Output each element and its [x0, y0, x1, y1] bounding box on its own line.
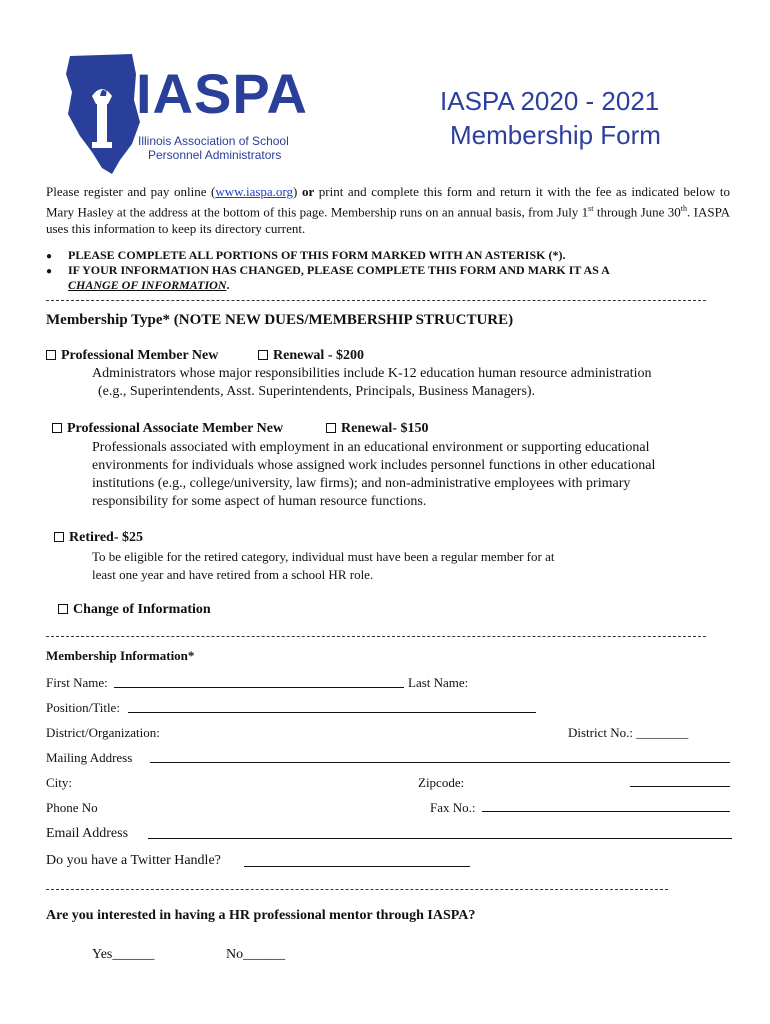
intro-text-c: print and complete this form and return it with the fee as indicated below to Mary Hasley at the address at the bottom of this page. Membership runs on an annual basis, from July 1: [46, 184, 730, 220]
option-label: Renewal- $150: [341, 421, 429, 436]
twitter-handle-field[interactable]: [244, 866, 470, 867]
retired-description-2: least one year and have retired from a school HR role.: [92, 567, 374, 582]
district-organization-label: District/Organization:: [46, 725, 160, 740]
bullet-2-period: .: [226, 278, 230, 292]
professional-member-description-1: Administrators whose major responsibilities include K-12 education human resource administration: [92, 366, 652, 381]
checkbox[interactable]: [52, 423, 62, 433]
first-name-label: First Name:: [46, 675, 108, 690]
intro-text-a: Please register and pay online (: [46, 184, 216, 199]
intro-text-e: . IASPA uses this information to keep its directory current.: [46, 204, 730, 237]
section-divider: [46, 889, 668, 890]
bullet-2-continuation: [68, 278, 229, 293]
fax-number-field[interactable]: [482, 811, 730, 812]
iaspa-website-link[interactable]: www.iaspa.org: [215, 184, 294, 199]
change-of-information-emphasis: CHANGE OF INFORMATION: [68, 278, 227, 292]
position-title-label: Position/Title:: [46, 700, 120, 715]
checkbox[interactable]: [58, 604, 68, 614]
membership-information-heading: Membership Information*: [46, 648, 195, 663]
intro-text-b: ): [293, 184, 302, 199]
associate-member-new-option[interactable]: [52, 420, 283, 438]
change-of-information-option[interactable]: [58, 601, 211, 619]
associate-description-1: Professionals associated with employment in an educational environment or supporting educational: [92, 440, 650, 455]
checkbox[interactable]: [54, 532, 64, 542]
bullet-icon: ●: [46, 251, 53, 262]
mentor-no-option[interactable]: No______: [226, 947, 286, 962]
phone-number-label: Phone No: [46, 800, 98, 815]
option-label: Professional Member New: [61, 348, 219, 363]
associate-description-2: environments for individuals whose assigned work includes personnel functions in other educational: [92, 458, 656, 473]
twitter-handle-label: Do you have a Twitter Handle?: [46, 853, 221, 868]
professional-member-description-2: (e.g., Superintendents, Asst. Superintendents, Principals, Business Managers).: [98, 384, 536, 399]
checkbox[interactable]: [46, 350, 56, 360]
zipcode-label: Zipcode:: [418, 775, 465, 790]
membership-type-heading: Membership Type* (NOTE NEW DUES/MEMBERSHIP STRUCTURE): [46, 312, 514, 328]
iaspa-logo: [62, 52, 322, 178]
associate-description-4: responsibility for some aspect of human resource functions.: [92, 494, 427, 509]
bullet-1-text: PLEASE COMPLETE ALL PORTIONS OF THIS FORM MARKED WITH AN ASTERISK (*).: [68, 248, 566, 262]
mentor-question: Are you interested in having a HR professional mentor through IASPA?: [46, 908, 476, 923]
retired-option[interactable]: [54, 529, 143, 547]
logo-wordmark: IASPA: [136, 62, 308, 125]
mentor-yes-option[interactable]: Yes______: [92, 947, 155, 962]
position-title-field[interactable]: [128, 712, 536, 713]
mailing-address-label: Mailing Address: [46, 750, 133, 765]
professional-member-new-option[interactable]: [46, 347, 218, 365]
form-title-line-2: Membership Form: [450, 120, 661, 150]
option-label: Change of Information: [73, 602, 211, 617]
associate-member-renewal-option[interactable]: [326, 420, 429, 438]
intro-sup-st: st: [588, 204, 594, 213]
intro-paragraph: [46, 183, 730, 237]
logo-tagline-1: Illinois Association of School: [138, 134, 289, 148]
checkbox[interactable]: [326, 423, 336, 433]
option-label: Professional Associate Member New: [67, 421, 284, 436]
bullet-2-text: IF YOUR INFORMATION HAS CHANGED, PLEASE COMPLETE THIS FORM AND MARK IT AS A: [68, 263, 610, 277]
bullet-icon: ●: [46, 266, 53, 277]
email-address-label: Email Address: [46, 826, 129, 841]
section-divider: [46, 636, 706, 637]
professional-member-renewal-option[interactable]: [258, 347, 364, 365]
logo-tagline-2: Personnel Administrators: [148, 148, 282, 162]
form-title-line-1: IASPA 2020 - 2021: [440, 86, 660, 116]
option-label: Renewal - $200: [273, 348, 364, 363]
first-name-field[interactable]: [114, 687, 404, 688]
associate-description-3: institutions (e.g., college/university, law firms); and non-administrative employees with primary: [92, 476, 631, 491]
city-label: City:: [46, 775, 73, 790]
mailing-address-field[interactable]: [150, 762, 730, 763]
intro-sup-th: th: [680, 204, 688, 213]
option-label: Retired- $25: [69, 530, 143, 545]
zipcode-field[interactable]: [630, 786, 730, 787]
retired-description-1: To be eligible for the retired category, individual must have been a regular member for at: [92, 549, 555, 564]
fax-number-label: Fax No.:: [430, 800, 476, 815]
last-name-label: Last Name:: [408, 675, 469, 690]
intro-text-d: through June 30: [593, 204, 681, 220]
illinois-state-icon: [62, 52, 142, 176]
checkbox[interactable]: [258, 350, 268, 360]
district-number-label[interactable]: District No.: ________: [568, 725, 689, 740]
section-divider: [46, 300, 706, 301]
email-address-field[interactable]: [148, 838, 732, 839]
intro-or: or: [301, 184, 315, 199]
